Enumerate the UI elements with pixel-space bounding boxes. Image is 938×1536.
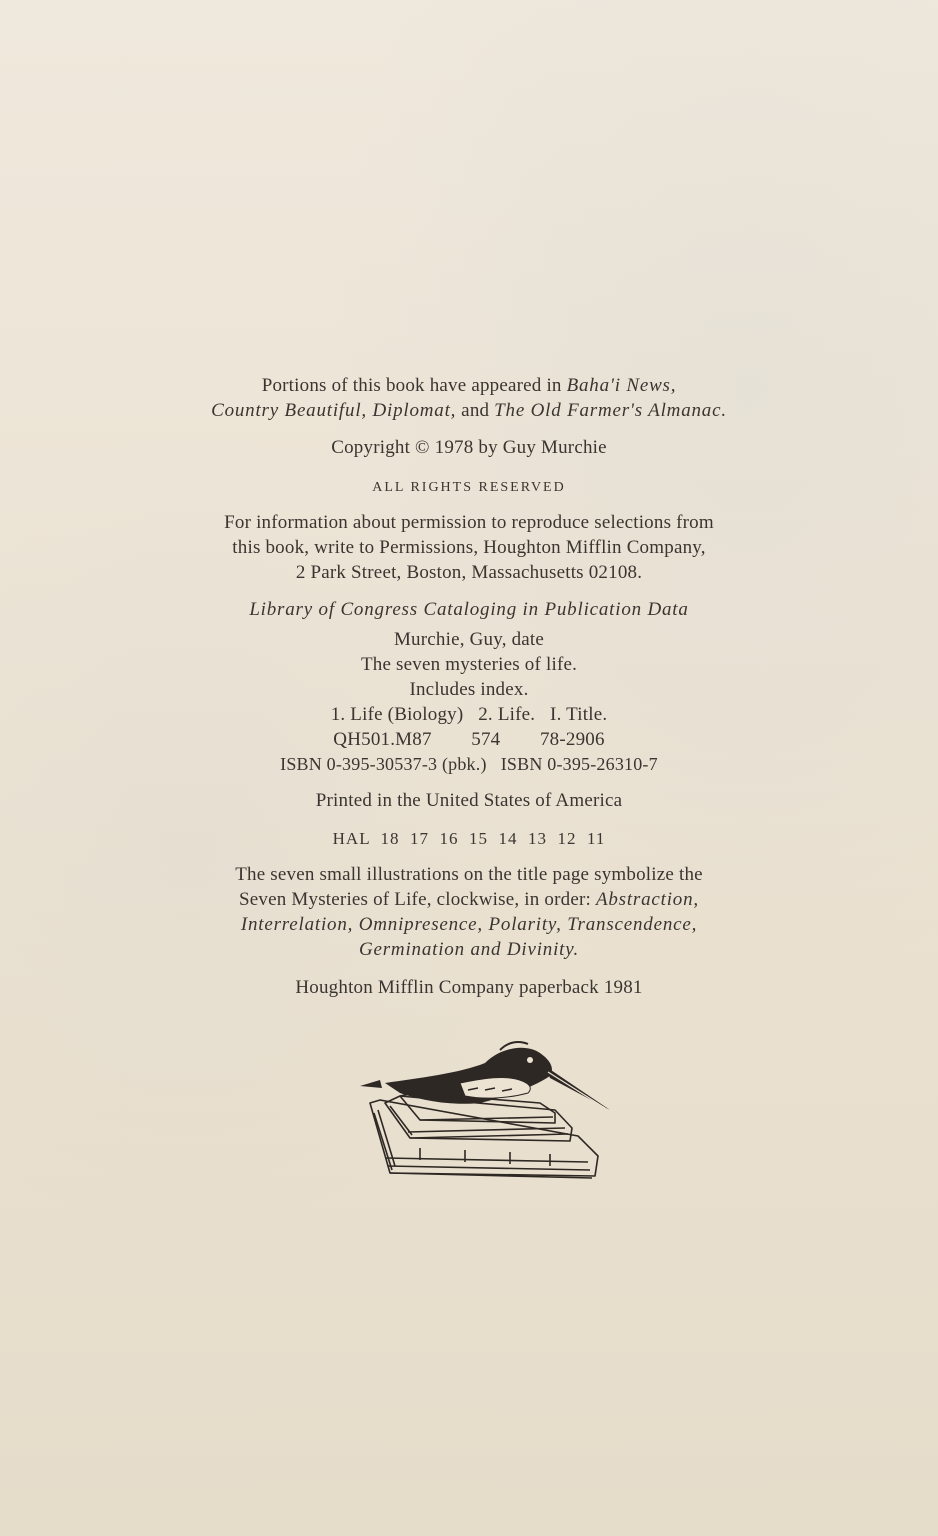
printing-line: HAL 18 17 16 15 14 13 12 11	[332, 829, 606, 848]
cip-isbn: ISBN 0-395-30537-3 (pbk.) ISBN 0-395-26310-7	[280, 754, 658, 774]
edition-note: Houghton Mifflin Company paperback 1981	[295, 977, 643, 998]
portions-line-1: Portions of this book have appeared in Baha'i News,	[261, 375, 677, 396]
portions-line-2: Country Beautiful, Diplomat, and The Old Farmer's Almanac.	[211, 400, 727, 421]
rights-reserved: ALL RIGHTS RESERVED	[372, 480, 566, 495]
cip-index: Includes index.	[409, 679, 529, 700]
cip-classification: QH501.M87 574 78-2906	[333, 729, 605, 750]
illustrations-note: The seven small illustrations on the title page symbolize the Seven Mysteries of Life, clockwise, in order: Abstraction, Interrelation, Omnipresence, Polarity, Transcendence, Germination and Divinity.	[235, 864, 703, 960]
cip-heading: Library of Congress Cataloging in Publication Data	[249, 599, 689, 620]
copyright-notice: Copyright © 1978 by Guy Murchie	[331, 437, 607, 458]
portions-note	[0, 373, 938, 423]
cip-title: The seven mysteries of life.	[360, 654, 578, 675]
cip-author: Murchie, Guy, date	[393, 629, 545, 650]
printed-in: Printed in the United States of America	[315, 790, 623, 811]
kingfisher-on-books-icon	[360, 1038, 615, 1193]
cip-data	[0, 597, 938, 777]
cip-subjects: 1. Life (Biology) 2. Life. I. Title.	[330, 704, 608, 725]
permission-note: For information about permission to reproduce selections from this book, write to Permissions, Houghton Mifflin Company, 2 Park Street, Boston, Massachusetts 02108.	[224, 512, 714, 583]
